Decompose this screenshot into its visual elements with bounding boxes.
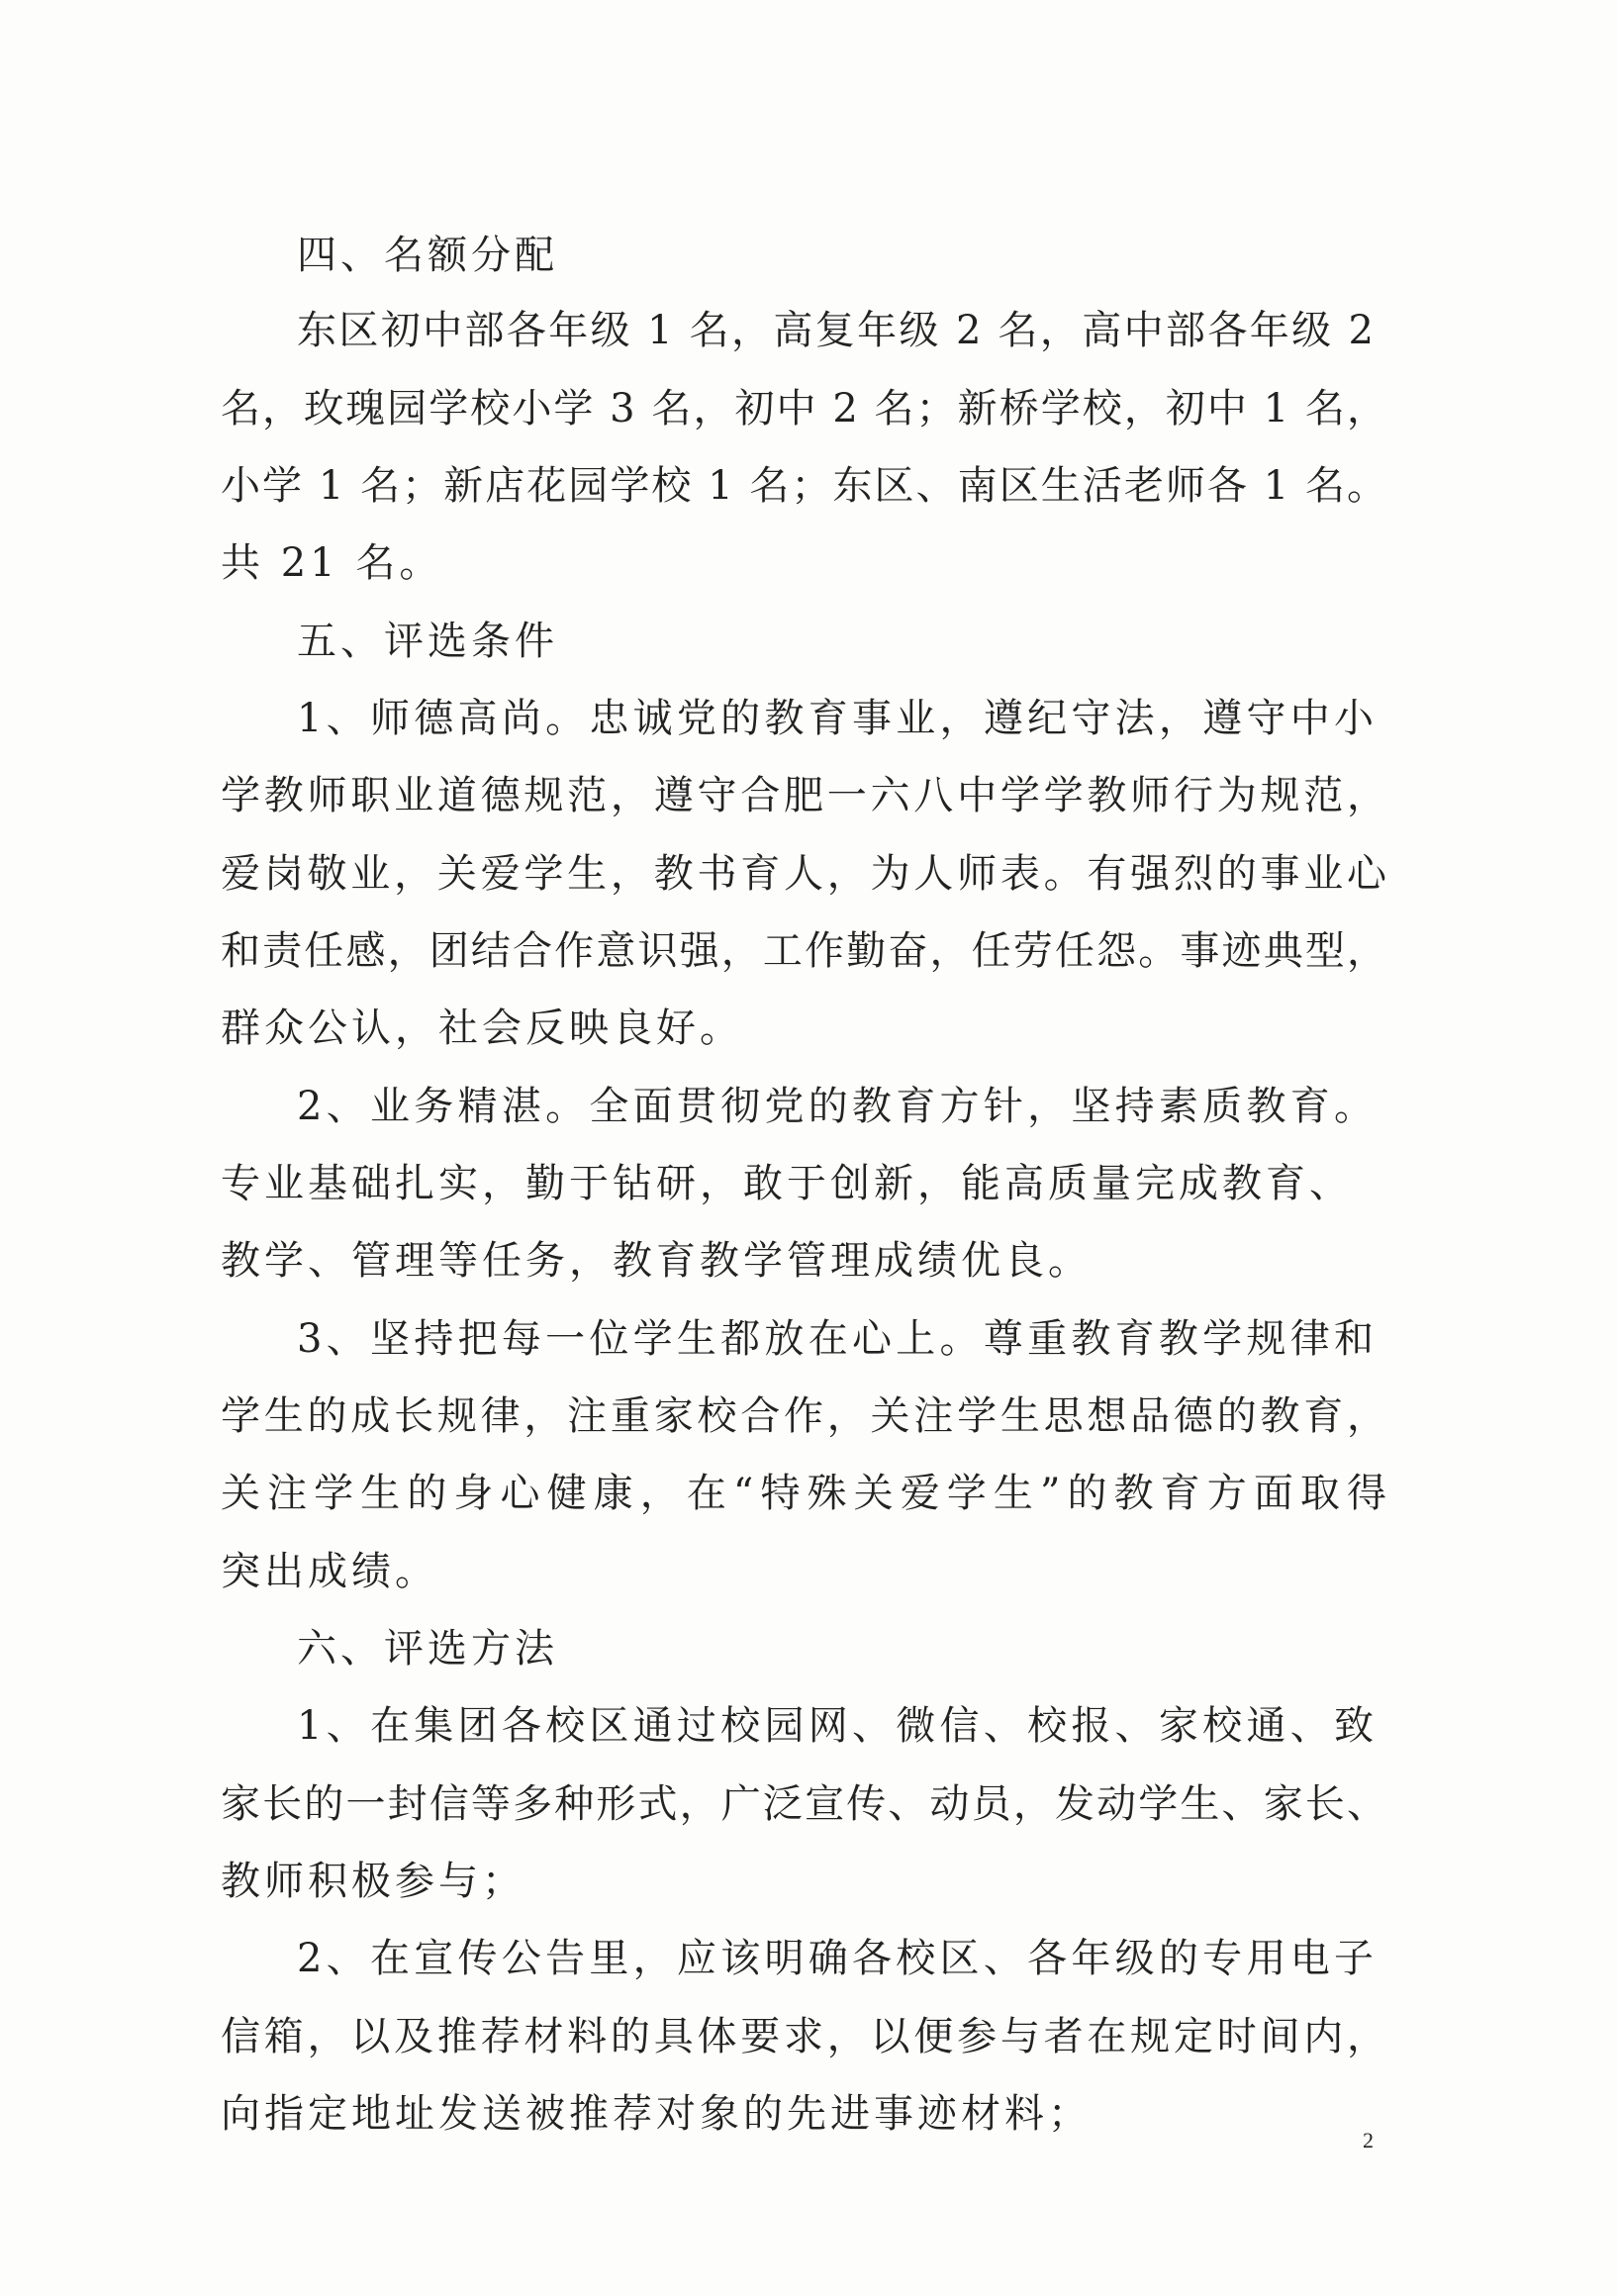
paragraph-line: 名，玫瑰园学校小学 3 名，初中 2 名；新桥学校，初中 1 名， <box>221 386 1388 431</box>
paragraph-line: 家长的一封信等多种形式，广泛宣传、动员，发动学生、家长、 <box>221 1781 1388 1827</box>
paragraph-line: 和责任感，团结合作意识强，工作勤奋，任劳任怨。事迹典型， <box>221 928 1388 974</box>
paragraph-line: 关注学生的身心健康，在“特殊关爱学生”的教育方面取得 <box>221 1471 1388 1516</box>
paragraph-line: 学教师职业道德规范，遵守合肥一六八中学学教师行为规范， <box>221 773 1388 818</box>
page-number: 2 <box>1363 2128 1374 2152</box>
paragraph-line: 学生的成长规律，注重家校合作，关注学生思想品德的教育， <box>221 1393 1388 1439</box>
paragraph-line: 2、业务精湛。全面贯彻党的教育方针，坚持素质教育。 <box>297 1084 1376 1129</box>
paragraph-line: 共 21 名。 <box>221 540 443 586</box>
paragraph-line: 教师积极参与； <box>221 1859 525 1904</box>
paragraph-line: 1、在集团各校区通过校园网、微信、校报、家校通、致 <box>297 1703 1376 1749</box>
section-heading-quota: 四、名额分配 <box>297 233 558 278</box>
paragraph-line: 爱岗敬业，关爱学生，教书育人，为人师表。有强烈的事业心 <box>221 851 1388 897</box>
paragraph-line: 小学 1 名；新店花园学校 1 名；东区、南区生活老师各 1 名。 <box>221 463 1388 509</box>
paragraph-line: 教学、管理等任务，教育教学管理成绩优良。 <box>221 1238 1092 1284</box>
paragraph-line: 1、师德高尚。忠诚党的教育事业，遵纪守法，遵守中小 <box>297 696 1376 741</box>
paragraph-line: 群众公认，社会反映良好。 <box>221 1005 743 1051</box>
paragraph-line: 3、坚持把每一位学生都放在心上。尊重教育教学规律和 <box>297 1316 1376 1362</box>
paragraph-line: 信箱，以及推荐材料的具体要求，以便参与者在规定时间内， <box>221 2014 1388 2059</box>
section-heading-method: 六、评选方法 <box>297 1626 558 1672</box>
paragraph-line: 2、在宣传公告里，应该明确各校区、各年级的专用电子 <box>297 1936 1376 1981</box>
paragraph-line: 东区初中部各年级 1 名，高复年级 2 名，高中部各年级 2 <box>297 308 1376 353</box>
paragraph-line: 向指定地址发送被推荐对象的先进事迹材料； <box>221 2091 1092 2137</box>
paragraph-line: 专业基础扎实，勤于钻研，敢于创新，能高质量完成教育、 <box>221 1161 1353 1206</box>
paragraph-line: 突出成绩。 <box>221 1549 438 1594</box>
section-heading-criteria: 五、评选条件 <box>297 619 558 664</box>
